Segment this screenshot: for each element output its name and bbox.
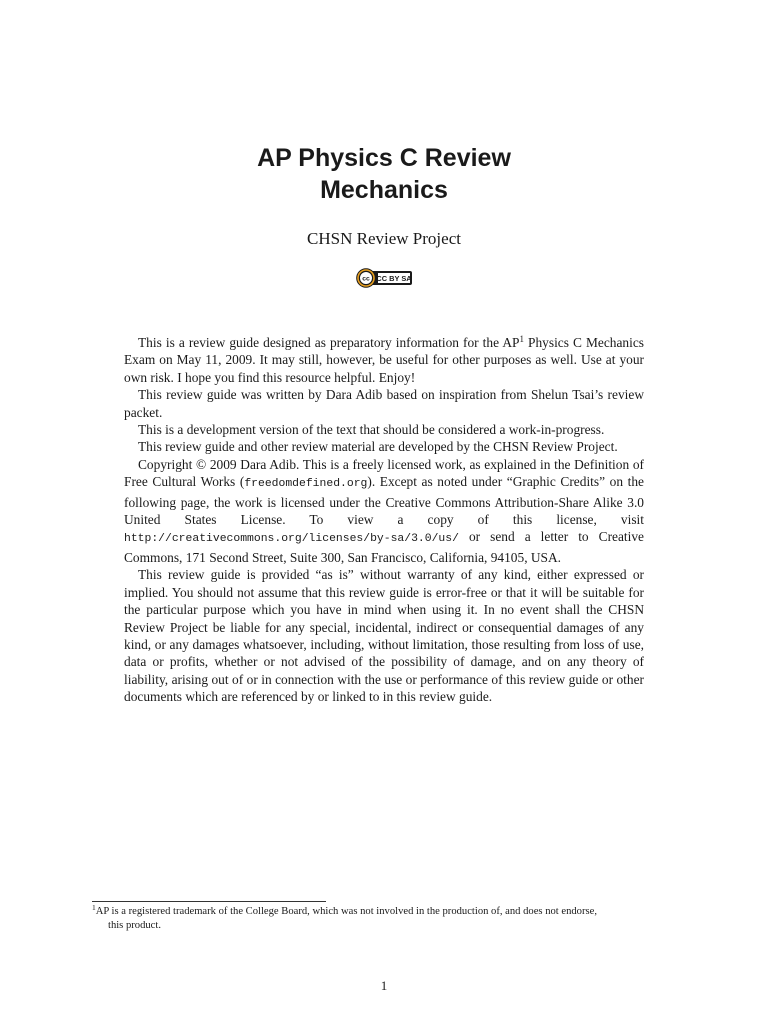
link-freedomdefined[interactable]: freedomdefined.org: [244, 478, 368, 491]
copyright-text-c: or send a letter to Creative Commons, 171 Second Street, Suite 300, San Francisco, California, 94105, USA.: [124, 529, 644, 565]
title-line-1: AP Physics C Review: [257, 144, 511, 172]
paragraph-intro: [124, 334, 644, 386]
cc-by-sa-license-badge: [356, 268, 412, 288]
svg-text:cc: cc: [362, 275, 370, 283]
footnote-text-line-1: AP is a registered trademark of the College Board, which was not involved in the production of, and does not endorse,: [95, 906, 597, 917]
footnote-number: 1: [92, 903, 96, 912]
paragraph-intro-text-cont: Physics C Mechanics Exam on May 11, 2009. It may still, however, be useful for other purposes as well. Use at your own risk. I hope you find this resource helpful. Enjoy!: [124, 335, 644, 385]
page-title: [0, 142, 768, 206]
paragraph-project: This review guide and other review material are developed by the CHSN Review Project.: [138, 439, 618, 455]
paragraph-intro-text: This is a review guide designed as preparatory information for the AP: [138, 335, 520, 350]
page-number: 1: [380, 978, 388, 993]
footnote-divider: [92, 901, 326, 902]
title-line-2: Mechanics: [320, 176, 448, 204]
footnote-text-line-2: this product.: [108, 920, 161, 931]
paragraph-copyright: [124, 456, 644, 566]
copyright-text-b: ). Except as noted under “Graphic Credits” on the following page, the work is licensed under the Creative Commons Attribution-Share Alike 3.0 United States License. To view a copy of this license, visit: [124, 474, 644, 528]
paragraph-disclaimer: This review guide is provided “as is” without warranty of any kind, either expressed or implied. You should not assume that this review guide is error-free or that it will be suitable for the particular purpose which you have in mind when using it. In no event shall the CHSN Review Project be liable for any special, incidental, indirect or consequential damages of any kind, or any damages whatsoever, including, without limitation, those resulting from loss of use, data or profits, whether or not advised of the possibility of damage, and on any theory of liability, arising out of or in connection with the use or performance of this review guide or other documents which are referenced by or linked to in this review guide.: [124, 567, 644, 705]
document-body: [124, 334, 644, 706]
paragraph-development: This is a development version of the text that should be considered a work-in-progress.: [138, 422, 605, 438]
subtitle: CHSN Review Project: [307, 229, 461, 248]
creative-commons-icon: [357, 269, 376, 288]
paragraph-author: This review guide was written by Dara Adib based on inspiration from Shelun Tsai’s review packet.: [124, 387, 644, 420]
copyright-text-a: Copyright © 2009 Dara Adib. This is a freely licensed work, as explained in the Definition of Free Cultural Works (: [124, 456, 644, 490]
link-creativecommons[interactable]: http://creativecommons.org/licenses/by-sa/3.0/us/: [124, 533, 459, 546]
footnote: [92, 905, 682, 933]
footnote-marker[interactable]: 1: [519, 334, 524, 344]
license-badge-text: CC BY SA: [376, 274, 412, 283]
